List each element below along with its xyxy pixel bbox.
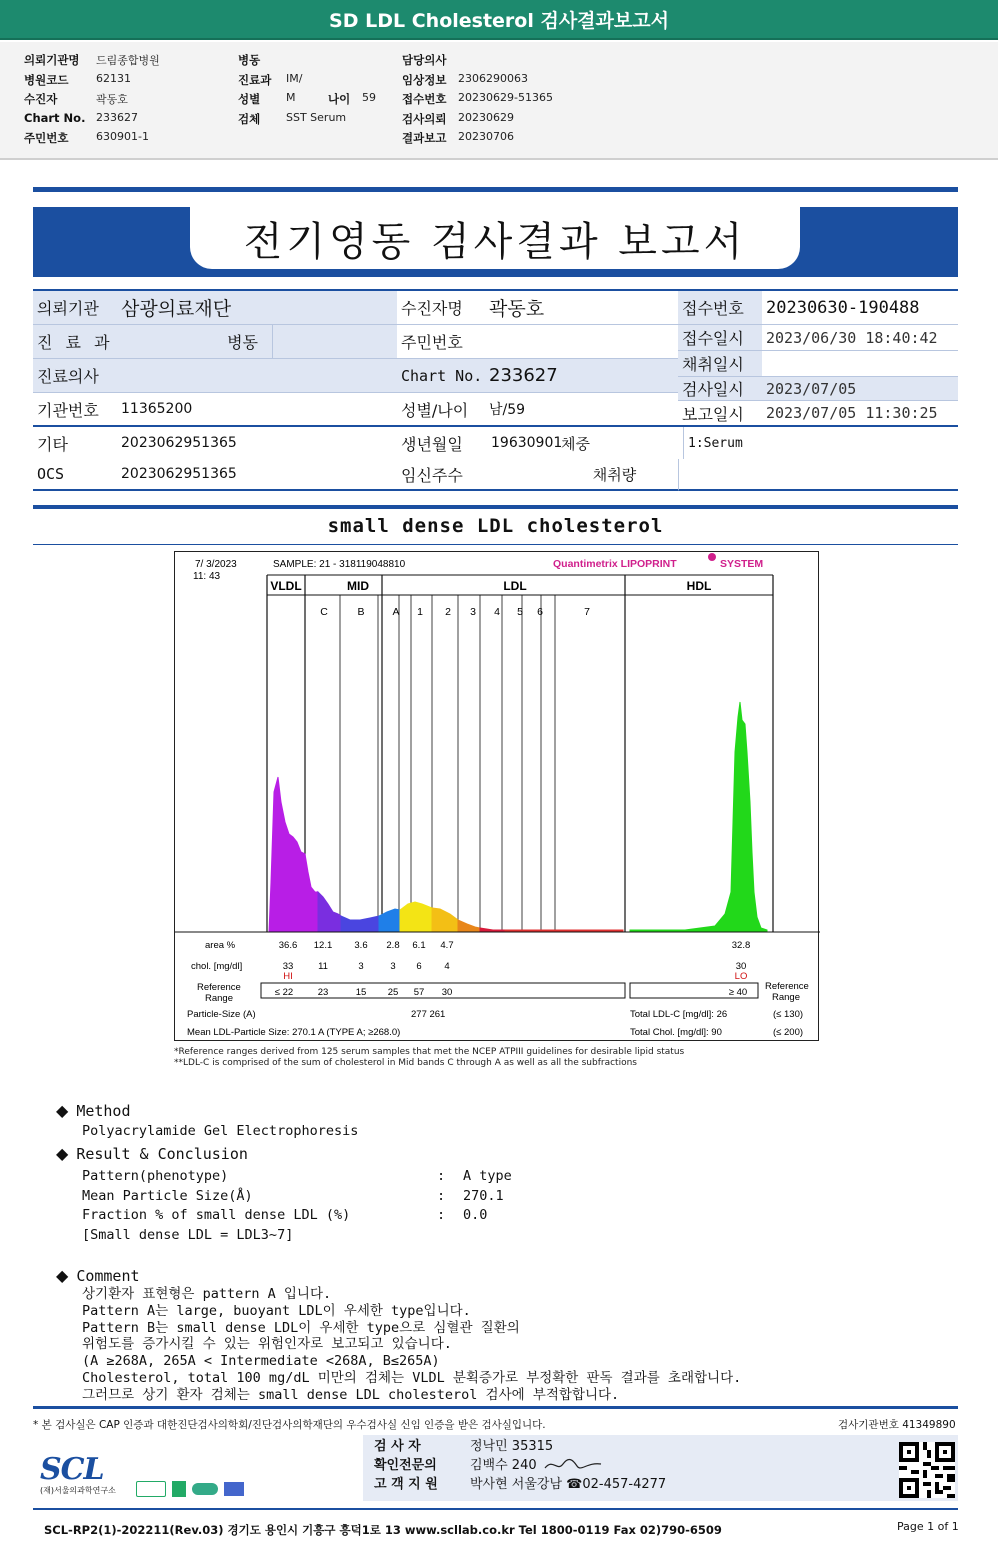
diamond-bullet-icon: ◆ (56, 1101, 69, 1120)
cert-note: * 본 검사실은 CAP 인증과 대한진단검사의학회/진단검사의학재단의 우수검사실 신임 인증을 받은 검사실입니다. (33, 1419, 546, 1431)
ldl4-area (480, 928, 505, 932)
tested-label: 검사일시 (678, 377, 762, 401)
lm-logo-icon (172, 1481, 186, 1497)
received-label: 접수일시 (678, 325, 762, 351)
chol-value: 33 (282, 961, 294, 972)
header-value: 곽동호 (96, 93, 128, 106)
band-label: 7 (584, 606, 590, 618)
preg-label: 임신주수 (397, 459, 547, 491)
qr-code-icon (899, 1442, 955, 1498)
chart-sample: SAMPLE: 21 - 318119048810 (273, 559, 406, 570)
blank-cell (678, 459, 958, 491)
header-value: 59 (362, 91, 376, 104)
header-label: 임상정보 (402, 72, 447, 87)
header-label: 접수번호 (402, 92, 447, 106)
total-ldlc-ref: (≤ 130) (773, 1009, 804, 1020)
inst-number: 검사기관번호 41349890 (838, 1419, 956, 1431)
footer-rule (33, 1406, 958, 1409)
header-label: 주민번호 (24, 131, 69, 145)
mean-size: Mean LDL-Particle Size: 270.1 A (TYPE A; ≥268.0) (187, 1027, 401, 1038)
support-value: 박사현 서울강남 ☎02-457-4277 (470, 1477, 667, 1492)
specimen-value: 1:Serum (683, 427, 958, 459)
sexage-value: 남/59 (485, 393, 678, 427)
patient-info-table (33, 289, 958, 491)
sexage-label: 성별/나이 (397, 393, 485, 427)
chart-date: 7/ 3/2023 (195, 559, 237, 570)
header-label: 수진자 (24, 92, 58, 106)
band-label: A (392, 606, 400, 618)
footnote-1: *Reference ranges derived from 125 serum samples that met the NCEP ATPIII guidelines for desirable lipid status (174, 1047, 685, 1057)
chol-label: chol. [mg/dl] (191, 961, 243, 972)
ssn-value (485, 325, 678, 359)
result-value: 270.1 (463, 1187, 504, 1204)
electrophoresis-chart (174, 551, 819, 1041)
area-value: 2.8 (386, 940, 400, 951)
result-value: A type (463, 1168, 512, 1184)
section-rule (33, 505, 958, 509)
method-value: Polyacrylamide Gel Electrophoresis (82, 1123, 359, 1139)
chart-brand-suffix: SYSTEM (720, 558, 764, 570)
bottom-rule (33, 1508, 958, 1510)
accession-label: 접수번호 (678, 291, 762, 325)
result-key: Fraction % of small dense LDL (%) (82, 1207, 351, 1223)
band-label: 4 (494, 606, 500, 618)
volume-label: 채취량 (547, 459, 678, 491)
report-top-title: SD LDL Cholesterol 검사결과보고서 (0, 0, 998, 40)
area-value: 6.1 (412, 940, 426, 951)
client-value: 삼광의료재단 (117, 291, 397, 325)
chart-value: 233627 (485, 359, 678, 393)
chart-label: Chart No. (397, 359, 485, 393)
report-title: 전기영동 검사결과 보고서 (190, 207, 800, 269)
header-label: 병동 (238, 53, 261, 67)
comment-line: 그러므로 상기 환자 검체는 small dense LDL cholesterol 검사에 부적합합니다. (82, 1386, 620, 1403)
particle-size-label: Particle-Size (A) (187, 1009, 256, 1020)
ksh-logo-icon (224, 1482, 244, 1496)
band-c-area (318, 892, 341, 932)
band-label: B (357, 606, 365, 618)
header-value: 62131 (96, 71, 131, 85)
comment-section (56, 1266, 741, 1404)
ref-value: 25 (387, 987, 399, 998)
result-value: 0.0 (463, 1207, 488, 1223)
cap-logo-icon (136, 1481, 166, 1497)
top-rule (33, 187, 958, 192)
header-value: 233627 (96, 110, 138, 124)
inst-value: 11365200 (117, 393, 397, 427)
comment-line: (A ≥268A, 265A < Intermediate <268A, B≤265A) (82, 1353, 440, 1370)
doctor-label: 진료의사 (33, 359, 117, 393)
hdl-peak (630, 702, 767, 932)
scl-logo-text: SCL (40, 1452, 104, 1487)
result-key: Mean Particle Size(Å) (82, 1187, 253, 1204)
total-chol-ref: (≤ 200) (773, 1027, 804, 1038)
ref-right-label: Reference (765, 981, 809, 992)
section-underline (33, 544, 958, 545)
client-label: 의뢰기관 (33, 291, 117, 325)
signoff (374, 1437, 666, 1494)
area-value: 4.7 (440, 940, 454, 951)
dept-value: 병동 (117, 325, 272, 359)
chart-footnotes (174, 1047, 684, 1069)
header-value: 20230629 (458, 110, 514, 124)
area-value: 3.6 (354, 940, 368, 951)
vldl-peak (269, 777, 318, 932)
chol-value: 11 (318, 961, 328, 972)
collected-value (762, 351, 958, 377)
header-label: 성별 (238, 92, 261, 106)
reported-label: 보고일시 (678, 401, 762, 427)
bottom-address: SCL-RP2(1)-202211(Rev.03) 경기도 용인시 기흥구 흥덕1로 13 www.scllab.co.kr Tel 1800-0119 Fax 02)790-6509 (44, 1523, 722, 1537)
ref-label: Range (205, 993, 233, 1004)
diamond-bullet-icon: ◆ (56, 1144, 69, 1163)
ref-value: 15 (355, 987, 367, 998)
result-row (82, 1187, 512, 1207)
header-value: IM/ (286, 71, 303, 85)
header-label: 검사의뢰 (402, 111, 447, 126)
result-row (82, 1167, 512, 1187)
comment-line: 상기환자 표현형은 pattern A 입니다. (82, 1286, 332, 1302)
chol-value: 3 (390, 961, 396, 972)
request-header (0, 42, 998, 160)
header-label: 진료과 (238, 72, 272, 87)
header-value: 20230629-51365 (458, 91, 553, 104)
etc-value: 2023062951365 (121, 435, 237, 451)
total-chol: Total Chol. [mg/dl]: 90 (630, 1027, 722, 1038)
chol-value: 4 (444, 961, 450, 972)
method-title: Method (76, 1101, 131, 1120)
band-label: 6 (537, 606, 543, 618)
eqa-logo-icon (192, 1483, 218, 1495)
result-key: Pattern(phenotype) (82, 1168, 229, 1184)
method-section (56, 1101, 358, 1139)
result-section (56, 1144, 512, 1245)
chol-value: 30 (735, 961, 747, 972)
area-value: 32.8 (731, 940, 751, 951)
inst-label: 기관번호 (33, 393, 117, 427)
flag-value: LO (734, 971, 748, 982)
confirm-value: 김백수 240 (470, 1458, 537, 1473)
comment-line: Pattern B는 small dense LDL이 우세한 type으로 심혈관 질환의 (82, 1319, 520, 1336)
result-title: Result & Conclusion (76, 1144, 248, 1163)
band-label: 2 (445, 606, 451, 618)
confirm-label: 확인전문의 (374, 1458, 437, 1473)
header-value: 2306290063 (458, 71, 528, 85)
result-sep: : (437, 1187, 446, 1204)
electrophoresis-svg (175, 552, 820, 1042)
group-label: HDL (686, 579, 712, 593)
result-row (82, 1206, 512, 1226)
tester-value: 정낙민 35315 (470, 1439, 554, 1454)
ldl1-area (400, 902, 432, 932)
ref-value: ≤ 22 (274, 987, 294, 998)
ssn-label: 주민번호 (397, 325, 485, 359)
ocs-value: 2023062951365 (117, 459, 397, 491)
header-label: 병원코드 (24, 72, 69, 87)
comment-line: 위험도를 증가시킬 수 있는 위험인자로 보고되고 있습니다. (82, 1336, 452, 1353)
header-value: M (286, 91, 296, 104)
header-label: 담당의사 (402, 53, 447, 67)
accession-value: 20230630-190488 (762, 291, 958, 325)
band-b-area (341, 916, 379, 932)
footnote-2: **LDL-C is comprised of the sum of cholesterol in Mid bands C through A as well as all the subfractions (174, 1058, 637, 1068)
header-label: 결과보고 (402, 131, 447, 145)
scl-logo-sub: (재)서울의과학연구소 (40, 1486, 116, 1495)
reported-value: 2023/07/05 11:30:25 (762, 401, 958, 427)
ref-value: 57 (413, 987, 425, 998)
band-label: 5 (517, 606, 523, 618)
chol-value: 3 (358, 961, 364, 972)
area-value: 12.1 (313, 940, 333, 951)
group-label: VLDL (270, 579, 302, 593)
etc-label: 기타 (37, 434, 68, 454)
signature-icon (543, 1456, 603, 1474)
header-value: SST Serum (286, 110, 347, 124)
tester-label: 검 사 자 (374, 1439, 421, 1454)
dept-label: 진 료 과 (33, 325, 117, 359)
section-title: small dense LDL cholesterol (327, 515, 664, 537)
header-value: 드림종합병원 (96, 54, 160, 67)
ldl3-area (458, 920, 480, 932)
ref-value: ≥ 40 (728, 987, 748, 998)
band-label: 1 (417, 606, 423, 618)
dob-label: 생년월일 (401, 434, 463, 454)
report-banner (33, 207, 958, 277)
total-ldlc: Total LDL-C [mg/dl]: 26 (630, 1009, 728, 1020)
ocs-label: OCS (33, 459, 117, 491)
result-sep: : (437, 1207, 446, 1223)
header-label: 의뢰기관명 (24, 53, 80, 67)
collected-label: 채취일시 (678, 351, 762, 377)
header-label: Chart No. (24, 110, 86, 125)
ref-value: 30 (441, 987, 453, 998)
support-label: 고 객 지 원 (374, 1477, 438, 1492)
dob-value: 19630901 (491, 435, 563, 451)
result-note: [Small dense LDL = LDL3~7] (82, 1226, 294, 1243)
tested-value: 2023/07/05 (762, 377, 958, 401)
comment-line: Pattern A는 large, buoyant LDL이 우세한 type입니다. (82, 1302, 471, 1319)
ref-right-label: Range (772, 992, 800, 1003)
area-label: area % (205, 940, 236, 951)
header-label: 검체 (238, 111, 261, 126)
chart-brand: Quantimetrix LIPOPRINT (553, 558, 677, 570)
page-number: Page 1 of 1 (897, 1520, 959, 1533)
chol-value: 6 (416, 961, 422, 972)
result-sep: : (437, 1168, 446, 1184)
ldl2-area (432, 908, 458, 932)
received-value: 2023/06/30 18:40:42 (762, 325, 958, 351)
weight-label: 체중 (561, 434, 590, 453)
comment-title: Comment (76, 1266, 140, 1285)
ref-value: 23 (317, 987, 329, 998)
chart-time: 11: 43 (193, 571, 221, 582)
brand-mark-icon (708, 553, 716, 561)
header-label: 나이 (328, 92, 351, 106)
diamond-bullet-icon: ◆ (56, 1266, 69, 1285)
doctor-value (117, 359, 397, 393)
flag-value: HI (283, 971, 293, 982)
scl-logo (40, 1452, 130, 1502)
band-label: C (320, 606, 328, 618)
group-label: MID (347, 579, 369, 593)
patient-label: 수진자명 (397, 291, 485, 325)
comment-line: Cholesterol, total 100 mg/dL 미만의 검체는 VLDL 분획증가로 부정확한 판독 결과를 초래합니다. (82, 1369, 742, 1386)
header-value: 630901-1 (96, 130, 149, 143)
dept-blank (272, 325, 397, 359)
patient-value: 곽동호 (485, 291, 678, 325)
band-label: 3 (470, 606, 476, 618)
ref-label: Reference (197, 982, 241, 993)
particle-size-values: 277 261 (411, 1009, 446, 1020)
area-value: 36.6 (278, 940, 298, 951)
group-label: LDL (503, 579, 527, 593)
cert-logos (136, 1478, 256, 1500)
header-value: 20230706 (458, 130, 514, 143)
